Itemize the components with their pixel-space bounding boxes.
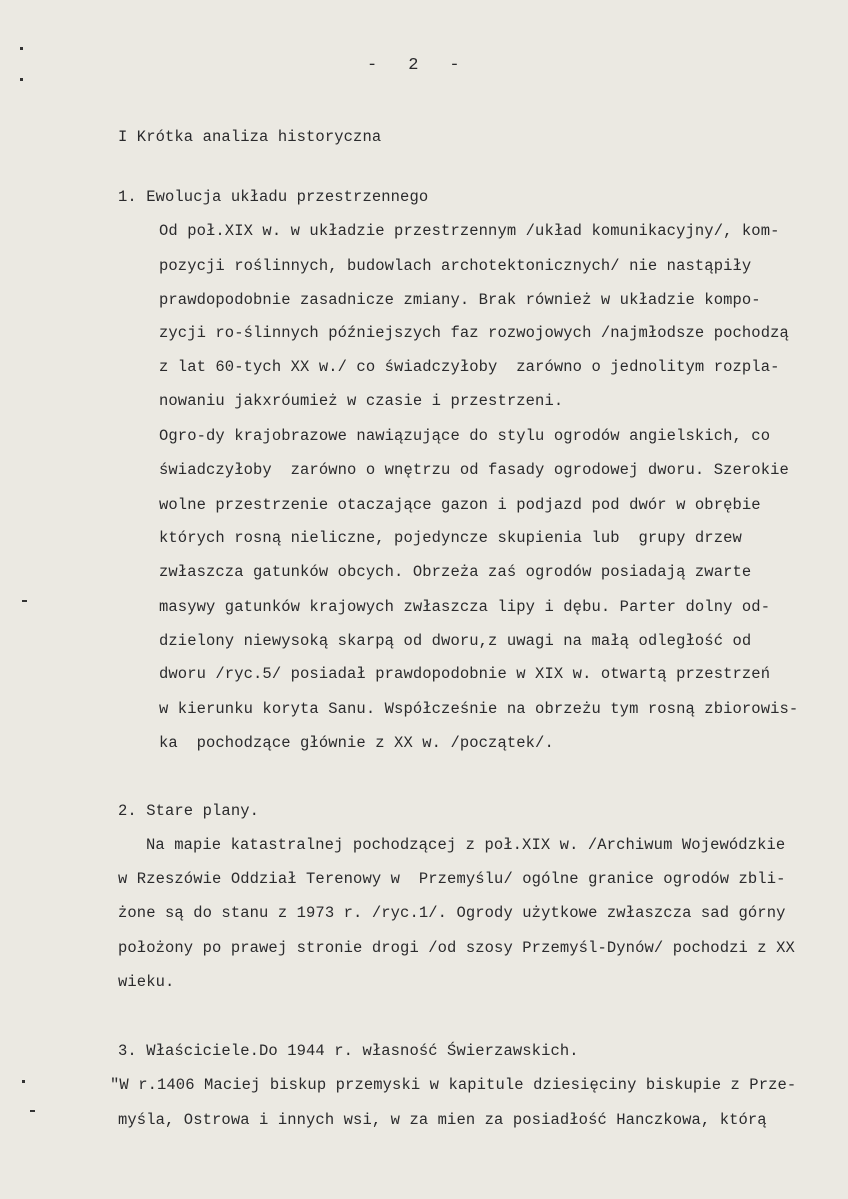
page-heading: I Krótka analiza historyczna bbox=[118, 128, 382, 146]
section-1-line: w kierunku koryta Sanu. Współcześnie na obrzeżu tym rosną zbiorowis- bbox=[159, 700, 799, 718]
section-1-line: nowaniu jakxróumież w czasie i przestrzeni. bbox=[159, 392, 564, 410]
section-1-line: Ogro-dy krajobrazowe nawiązujące do stylu ogrodów angielskich, co bbox=[159, 427, 771, 445]
page-number: - 2 - bbox=[367, 56, 460, 75]
section-1-line: których rosną nieliczne, pojedyncze skupienia lub grupy drzew bbox=[159, 529, 742, 547]
margin-mark bbox=[20, 47, 23, 50]
margin-mark bbox=[22, 1080, 25, 1083]
section-2-line: Na mapie katastralnej pochodzącej z poł.XIX w. /Archiwum Wojewódzkie bbox=[146, 836, 786, 854]
section-3-line: "W r.1406 Maciej biskup przemyski w kapitule dziesięciny biskupie z Prze- bbox=[110, 1076, 797, 1094]
section-1-line: zwłaszcza gatunków obcych. Obrzeża zaś ogrodów posiadają zwarte bbox=[159, 563, 752, 581]
section-1-line: dzielony niewysoką skarpą od dworu,z uwagi na małą odległość od bbox=[159, 632, 752, 650]
section-2-line: wieku. bbox=[118, 973, 175, 991]
section-1-line: Od poł.XIX w. w układzie przestrzennym /układ komunikacyjny/, kom- bbox=[159, 222, 780, 240]
margin-mark bbox=[30, 1110, 35, 1112]
section-2-title: 2. Stare plany. bbox=[118, 802, 260, 820]
section-2-line: żone są do stanu z 1973 r. /ryc.1/. Ogrody użytkowe zwłaszcza sad górny bbox=[118, 904, 786, 922]
section-2-line: położony po prawej stronie drogi /od szosy Przemyśl-Dynów/ pochodzi z XX bbox=[118, 939, 795, 957]
section-1-line: prawdopodobnie zasadnicze zmiany. Brak również w układzie kompo- bbox=[159, 291, 761, 309]
section-1-line: pozycji roślinnych, budowlach archotektonicznych/ nie nastąpiły bbox=[159, 257, 752, 275]
section-1-line: masywy gatunków krajowych zwłaszcza lipy i dębu. Parter dolny od- bbox=[159, 598, 771, 616]
section-1-title: 1. Ewolucja układu przestrzennego bbox=[118, 188, 429, 206]
section-3-title: 3. Właściciele.Do 1944 r. własność Świerzawskich. bbox=[118, 1042, 579, 1060]
section-1-line: zycji ro-ślinnych późniejszych faz rozwojowych /najmłodsze pochodzą bbox=[159, 324, 789, 342]
section-1-line: z lat 60-tych XX w./ co świadczyłoby zarówno o jednolitym rozpla- bbox=[159, 358, 780, 376]
section-1-line: ka pochodzące głównie z XX w. /początek/. bbox=[159, 734, 554, 752]
margin-mark bbox=[20, 78, 23, 81]
section-1-line: świadczyłoby zarówno o wnętrzu od fasady ogrodowej dworu. Szerokie bbox=[159, 461, 789, 479]
margin-mark bbox=[22, 600, 27, 602]
section-2-line: w Rzeszówie Oddział Terenowy w Przemyślu/ ogólne granice ogrodów zbli- bbox=[118, 870, 786, 888]
section-1-line: wolne przestrzenie otaczające gazon i podjazd pod dwór w obrębie bbox=[159, 496, 761, 514]
section-1-line: dworu /ryc.5/ posiadał prawdopodobnie w XIX w. otwartą przestrzeń bbox=[159, 665, 771, 683]
section-3-line: myśla, Ostrowa i innych wsi, w za mien za posiadłość Hanczkowa, którą bbox=[118, 1111, 767, 1129]
